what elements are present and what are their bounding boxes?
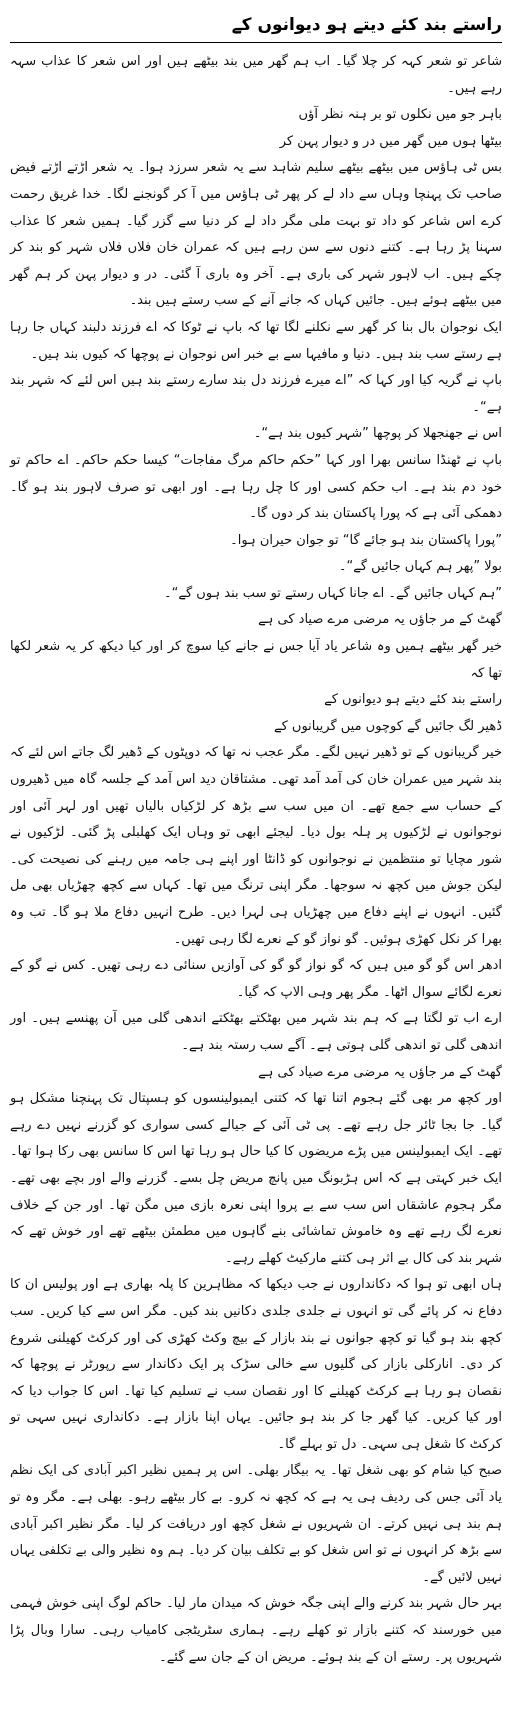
article-paragraph: ہاں ابھی تو ہوا کہ دکانداروں نے جب دیکھا کہ مظاہرین کا پلہ بھاری ہے اور پولیس ان کا دفاع نہ کر پائے گی تو انہوں نے جلدی جلدی دکانیں بند کیں۔ مگر اس سے کیا کریں۔ سب کچھ بند ہو گیا تو کچھ جوانوں نے بند بازار کے بیچ وکٹ کھڑی کی اور کرکٹ کھیلنی شروع کر دی۔ انارکلی بازار کی گلیوں سے خالی سڑک پر ایک دکاندار سے رپورٹر نے پوچھا کہ نقصان ہو رہا ہے کرکٹ کھیلنے کا اور نقصان سب نے تسلیم کیا تھا۔ اس کا جواب دیا کہ اور کیا کریں۔ کیا گھر جا کر بند ہو جائیں۔ یہاں اپنا بازار ہے۔ دکانداری نہیں سہی تو کرکٹ کا شغل ہی سہی۔ دل تو بہلے گا۔	[10, 1277, 502, 1452]
article-body	[10, 49, 502, 1671]
article-paragraph: باپ نے ٹھنڈا سانس بھرا اور کہا ”حکم حاکم مرگ مفاجات“ کیسا حکم حاکم۔ اے حاکم تو خود دم بند ہے۔ اب حکم کسی اور کا چل رہا ہے۔ اور ابھی تو صرف لاہور بند ہو گا۔ دھمکی آئی ہے کہ پورا پاکستان بند کر دوں گا۔	[10, 452, 502, 522]
article-paragraph: ادھر اس گو گو میں ہیں کہ گو نواز گو گو کی آوازیں سنائی دے رہی تھیں۔ کس نے گو کے نعرے لگائے سوال اٹھا۔ مگر پھر وہی الاپ کہ گیا۔	[10, 958, 502, 1000]
verse-line: بیٹھا ہوں میں گھر میں در و دیوار پہن کر	[279, 133, 502, 149]
article-paragraph: خیر گریبانوں کے تو ڈھیر نہیں لگے۔ مگر عجب نہ تھا کہ دوپٹوں کے ڈھیر لگ جاتے اس لئے کہ بند شہر میں عمران خان کی آمد آمد تھی۔ مشتاقان دید اس آمد کے جلسہ گاہ میں ڈھیروں کے حساب سے جمع تھے۔ ان میں سب سے بڑھ کر لڑکیاں بالیاں تھیں اور لہر آئی اور نوجوانوں نے لڑکیوں پر ہلہ بول دیا۔ لیجئے ابھی تو وہاں ایک کھلبلی پڑ گئی۔ لڑکیوں نے شور مچایا تو منتظمین نے نوجوانوں کو ڈانٹا اور اپنے ہی جامہ میں رہنے کی نصیحت کی۔ لیکن جوش میں کچھ نہ سوجھا۔ مگر اپنی ترنگ میں تھا۔ کہاں سے کچھ چھڑیاں بھی مل گئیں۔ انہوں نے اپنے دفاع میں چھڑیاں ہی لہرا دیں۔ طرح انہیں دفاع ملا ہو گا۔ تب وہ بھرا کر نکل کھڑی ہوئیں۔ گو نواز گو کے نعرے لگا رہی تھیں۔	[10, 745, 502, 947]
article-paragraph: شاعر تو شعر کہہ کر چلا گیا۔ اب ہم گھر میں بند بیٹھے ہیں اور اس شعر کا عذاب سہہ رہے ہیں۔	[10, 54, 502, 96]
verse-line: گھٹ کے مر جاؤں یہ مرضی مرے صیاد کی ہے	[258, 1064, 502, 1080]
article-paragraph: باپ نے گریہ کیا اور کہا کہ ”اے میرے فرزند دل بند سارے رستے بند ہیں اس لئے کہ شہر بند ہے“۔	[10, 373, 502, 415]
article-paragraph: بولا ”پھر ہم کہاں جائیں گے“۔	[338, 559, 502, 575]
article-paragraph: بس ٹی ہاؤس میں بیٹھے بیٹھے سلیم شاہد سے یہ شعر سرزد ہوا۔ یہ شعر اڑتے اڑتے فیض صاحب تک پہنچا وہاں سے داد لے کر پھر ٹی ہاؤس میں آ کر گونجنے لگا۔ خدا غریق رحمت کرے اس شاعر کو داد تو بہت ملی مگر داد لے کر دنیا سے گزر گیا۔ ہمیں شعر کا عذاب سہنا پڑ رہا ہے۔ کتنے دنوں سے سن رہے ہیں کہ عمران خان فلاں فلاں شہر کو بند کر چکے ہیں۔ اب لاہور شہر کی باری ہے۔ آخر وہ باری آ گئی۔ در و دیوار پہن کر ہم گھر میں بیٹھے ہوئے ہیں۔ جائیں کہاں کہ جانے آنے کے سب رستے ہیں بند۔	[10, 160, 502, 309]
article-paragraph: خیر گھر بیٹھے ہمیں وہ شاعر یاد آیا جس نے جانے کیا سوچ کر اور کیا دیکھ کر یہ شعر لکھا تھا کہ	[10, 639, 502, 681]
verse-line: راستے بند کئے دیتے ہو دیوانوں کے	[324, 692, 502, 708]
article-paragraph: صبح کیا شام کو بھی شغل تھا۔ یہ بیگار بھلی۔ اس پر ہمیں نظیر اکبر آبادی کی ایک نظم یاد آئی جس کی ردیف ہی یہ ہے کہ کچھ نہ کرو۔ بے کار بیٹھے رہو۔ بھلی ہے۔ مگر وہ تو ہم بند ہی نہیں کرتے۔ ان شہریوں نے شغل کچھ اور دریافت کر لیا۔ مگر نظیر اکبر آبادی سے بڑھ کر انہوں نے تو اس شغل کو بے تکلف بیان کر دیا۔ ہم وہ نظیر والی بے تکلفی یہاں نہیں لائیں گے۔	[10, 1463, 502, 1585]
headline-divider	[10, 42, 502, 43]
article-paragraph: اور کچھ مر بھی گئے ہجوم اتنا تھا کہ کتنی ایمبولینسوں کو ہسپتال تک پہنچنا مشکل ہو گیا۔ جا بجا ٹائر جل رہے تھے۔ پی ٹی آئی کے جیالے کسی سواری کو گزرنے نہیں دے رہے تھے۔ ایک ایمبولینس میں پڑے مریضوں کا کیا حال ہو رہا تھا اس کا سانس بھی رکا ہوا تھا۔ ایک خبر کہتی ہے کہ اس ہڑبونگ میں پانچ مریض چل بسے۔ گزرنے والے اور بچے بھی تھے۔ مگر ہجوم عاشقاں اس سب سے بے پروا اپنی نعرہ بازی میں مگن تھا۔ اور جن کے خلاف نعرے لگ رہے تھے وہ خاموش تماشائی بنے گاہوں میں مطمئن بیٹھے تھے اور خوش تھے کہ شہر بند کی کال بے اثر ہی کتنے مارکیٹ کھلے رہے۔	[10, 1091, 502, 1266]
article-paragraph: ایک نوجوان بال بنا کر گھر سے نکلنے لگا تھا کہ باپ نے ٹوکا کہ اے فرزند دلبند کہاں جا رہا ہے رستے سب بند ہیں۔ دنیا و مافیہا سے بے خبر اس نوجوان نے پوچھا کہ کیوں بند ہیں۔	[10, 319, 502, 362]
article-headline: راستے بند کئے دیتے ہو دیوانوں کے	[231, 15, 502, 35]
article-paragraph: ارے اب تو لگتا ہے کہ ہم بند شہر میں بھٹکتے بھٹکتے اندھی گلی میں آن پھنسے ہیں۔ اور اندھی گلی تو اندھی گلی ہوتی ہے۔ آگے سب رستہ بند ہے۔	[10, 1011, 502, 1053]
article-paragraph: ”ہم کہاں جائیں گے۔ اے جانا کہاں رستے تو سب بند ہوں گے“۔	[164, 585, 502, 601]
verse-line: ڈھیر لگ جائیں گے کوچوں میں گریبانوں کے	[273, 718, 502, 734]
article-paragraph: بہر حال شہر بند کرنے والے اپنی جگہ خوش کہ میدان مار لیا۔ حاکم لوگ اپنی خوش فہمی میں خورسند کہ کتنے بازار تو کھلے رہے۔ ہماری سٹریٹجی کامیاب رہی۔ سارا وبال پڑا شہریوں پر۔ رستے ان کے بند ہوئے۔ مریض ان کے جان سے گئے۔	[10, 1596, 502, 1665]
verse-line: باہر جو میں نکلوں تو بر ہنہ نظر آؤں	[298, 107, 502, 123]
article-paragraph: ”پورا پاکستان بند ہو جائے گا“ تو جوان حیران ہوا۔	[230, 532, 502, 548]
verse-line: گھٹ کے مر جاؤں یہ مرضی مرے صیاد کی ہے	[258, 612, 502, 628]
article-paragraph: اس نے جھنجھلا کر پوچھا ”شہر کیوں بند ہے“۔	[253, 426, 502, 442]
